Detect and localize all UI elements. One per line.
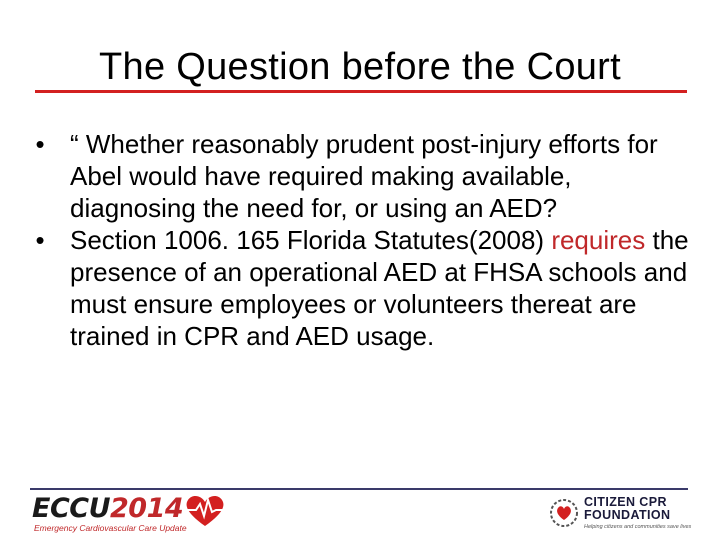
ccpr-name-line2: FOUNDATION — [584, 508, 671, 522]
eccu-year: 2014 — [110, 493, 184, 524]
footer-divider — [30, 488, 688, 490]
bullet-item — [30, 128, 690, 224]
bullet-list — [30, 128, 690, 352]
ccpr-tagline: Helping citizens and communities save lives — [584, 524, 692, 530]
bullet-text: Section 1006. 165 Florida Statutes(2008) — [70, 225, 552, 255]
bullet-marker: • — [35, 225, 45, 255]
eccu-subtitle: Emergency Cardiovascular Care Update — [34, 523, 187, 533]
people-circle-heart-icon — [548, 497, 580, 529]
eccu-2014-logo — [32, 494, 232, 534]
citizen-cpr-foundation-logo — [548, 494, 690, 534]
eccu-wordmark — [32, 494, 183, 524]
bullet-item — [30, 224, 690, 352]
highlighted-word: requires — [551, 225, 646, 255]
heart-ecg-icon — [182, 494, 228, 528]
slide-title: The Question before the Court — [99, 46, 621, 88]
ccpr-name — [584, 496, 670, 522]
title-underline — [35, 90, 687, 93]
bullet-marker: • — [35, 129, 45, 159]
bullet-text: “ Whether reasonably prudent post-injury efforts for Abel would have required making available, diagnosing the need for, or using an AED? — [70, 129, 658, 223]
eccu-letters: ECCU — [32, 493, 110, 524]
bullet-text: the presence of an operational AED at FHSA schools and must ensure employees or volunteers thereat are trained in CPR and AED usage. — [70, 225, 689, 351]
ccpr-name-line1: CITIZEN CPR — [584, 495, 667, 509]
